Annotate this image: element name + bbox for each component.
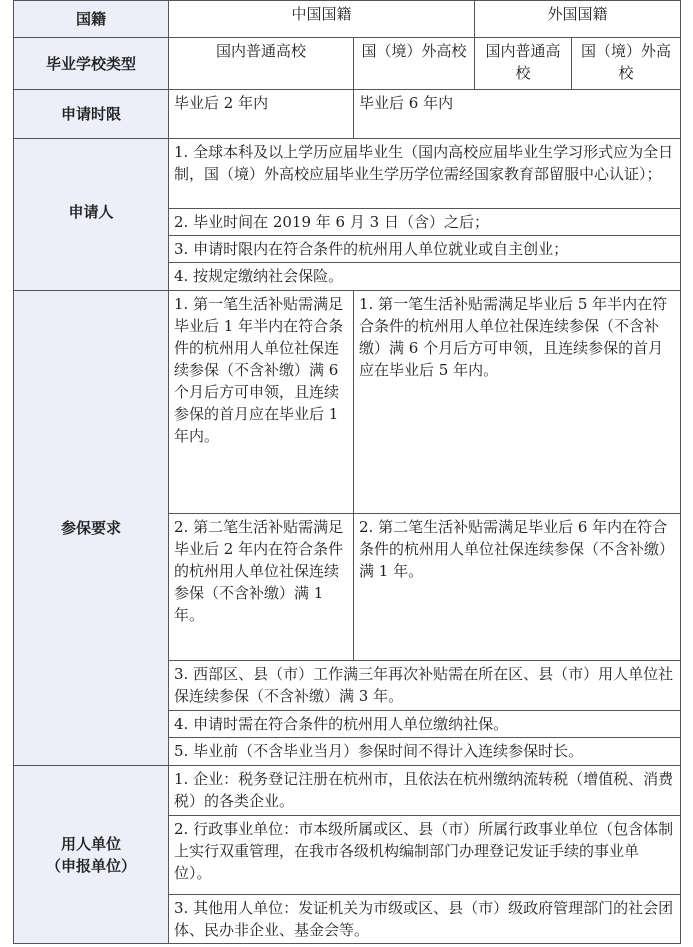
applicant-item: 4. 按规定缴纳社会保险。 (169, 263, 681, 291)
insurance-item: 4. 申请时需在符合条件的杭州用人单位缴纳社保。 (169, 710, 681, 737)
application-period-domestic: 毕业后 2 年内 (169, 90, 354, 138)
application-period-label: 申请时限 (14, 90, 169, 138)
policy-table (13, 0, 681, 944)
insurance-first-overseas: 1. 第一笔生活补贴需满足毕业后 5 年半内在符合条件的杭州用人单位社保连续参保（不含补缴）满 6 个月后方可申领，且连续参保的首月应在毕业后 5 年内。 (354, 291, 681, 514)
school-type-row (14, 38, 681, 90)
application-period-overseas: 毕业后 6 年内 (354, 90, 681, 138)
insurance-row-1 (14, 291, 681, 514)
nationality-label: 国籍 (14, 1, 169, 38)
employer-label (14, 766, 169, 944)
employer-label-line1: 用人单位 (60, 834, 121, 853)
school-type-foreign-domestic: 国内普通高校 (475, 38, 572, 90)
applicant-item: 2. 毕业时间在 2019 年 6 月 3 日（含）之后； (169, 208, 681, 235)
employer-item: 1. 企业：税务登记注册在杭州市，且依法在杭州缴纳流转税（增值税、消费税）的各类企业。 (169, 766, 681, 816)
insurance-first-domestic: 1. 第一笔生活补贴需满足毕业后 1 年半内在符合条件的杭州用人单位社保连续参保（不含补缴）满 6 个月后方可申领，且连续参保的首月应在毕业后 1 年内。 (169, 291, 354, 514)
insurance-label: 参保要求 (14, 291, 169, 766)
chinese-nationality: 中国国籍 (169, 1, 475, 38)
application-period-row (14, 90, 681, 138)
school-type-overseas: 国（境）外高校 (354, 38, 475, 90)
school-type-domestic: 国内普通高校 (169, 38, 354, 90)
insurance-second-overseas: 2. 第二笔生活补贴需满足毕业后 6 年内在符合条件的杭州用人单位社保连续参保（不含补缴）满 1 年。 (354, 514, 681, 661)
insurance-item: 5. 毕业前（不含毕业当月）参保时间不得计入连续参保时长。 (169, 738, 681, 766)
applicant-item: 3. 申请时限内在符合条件的杭州用人单位就业或自主创业； (169, 235, 681, 262)
applicant-label: 申请人 (14, 138, 169, 291)
foreign-nationality: 外国国籍 (475, 1, 681, 38)
employer-label-line2: （申报单位） (45, 856, 136, 875)
nationality-row (14, 1, 681, 38)
employer-item: 2. 行政事业单位：市本级所属或区、县（市）所属行政事业单位（包含体制上实行双重管理，在我市各级机构编制部门办理登记发证手续的事业单位）。 (169, 816, 681, 894)
applicant-item: 1. 全球本科及以上学历应届毕业生（国内高校应届毕业生学习形式应为全日制，国（境）外高校应届毕业生学历学位需经国家教育部留服中心认证）； (169, 138, 681, 208)
employer-item: 3. 其他用人单位：发证机关为市级或区、县（市）级政府管理部门的社会团体、民办非企业、基金会等。 (169, 894, 681, 943)
employer-row-1 (14, 766, 681, 816)
insurance-second-domestic: 2. 第二笔生活补贴需满足毕业后 2 年内在符合条件的杭州用人单位社保连续参保（不含补缴）满 1 年。 (169, 514, 354, 661)
school-type-foreign-overseas: 国（境）外高校 (572, 38, 681, 90)
applicant-row-1 (14, 138, 681, 208)
insurance-item: 3. 西部区、县（市）工作满三年再次补贴需在所在区、县（市）用人单位社保连续参保（不含补缴）满 3 年。 (169, 660, 681, 710)
school-type-label: 毕业学校类型 (14, 38, 169, 90)
